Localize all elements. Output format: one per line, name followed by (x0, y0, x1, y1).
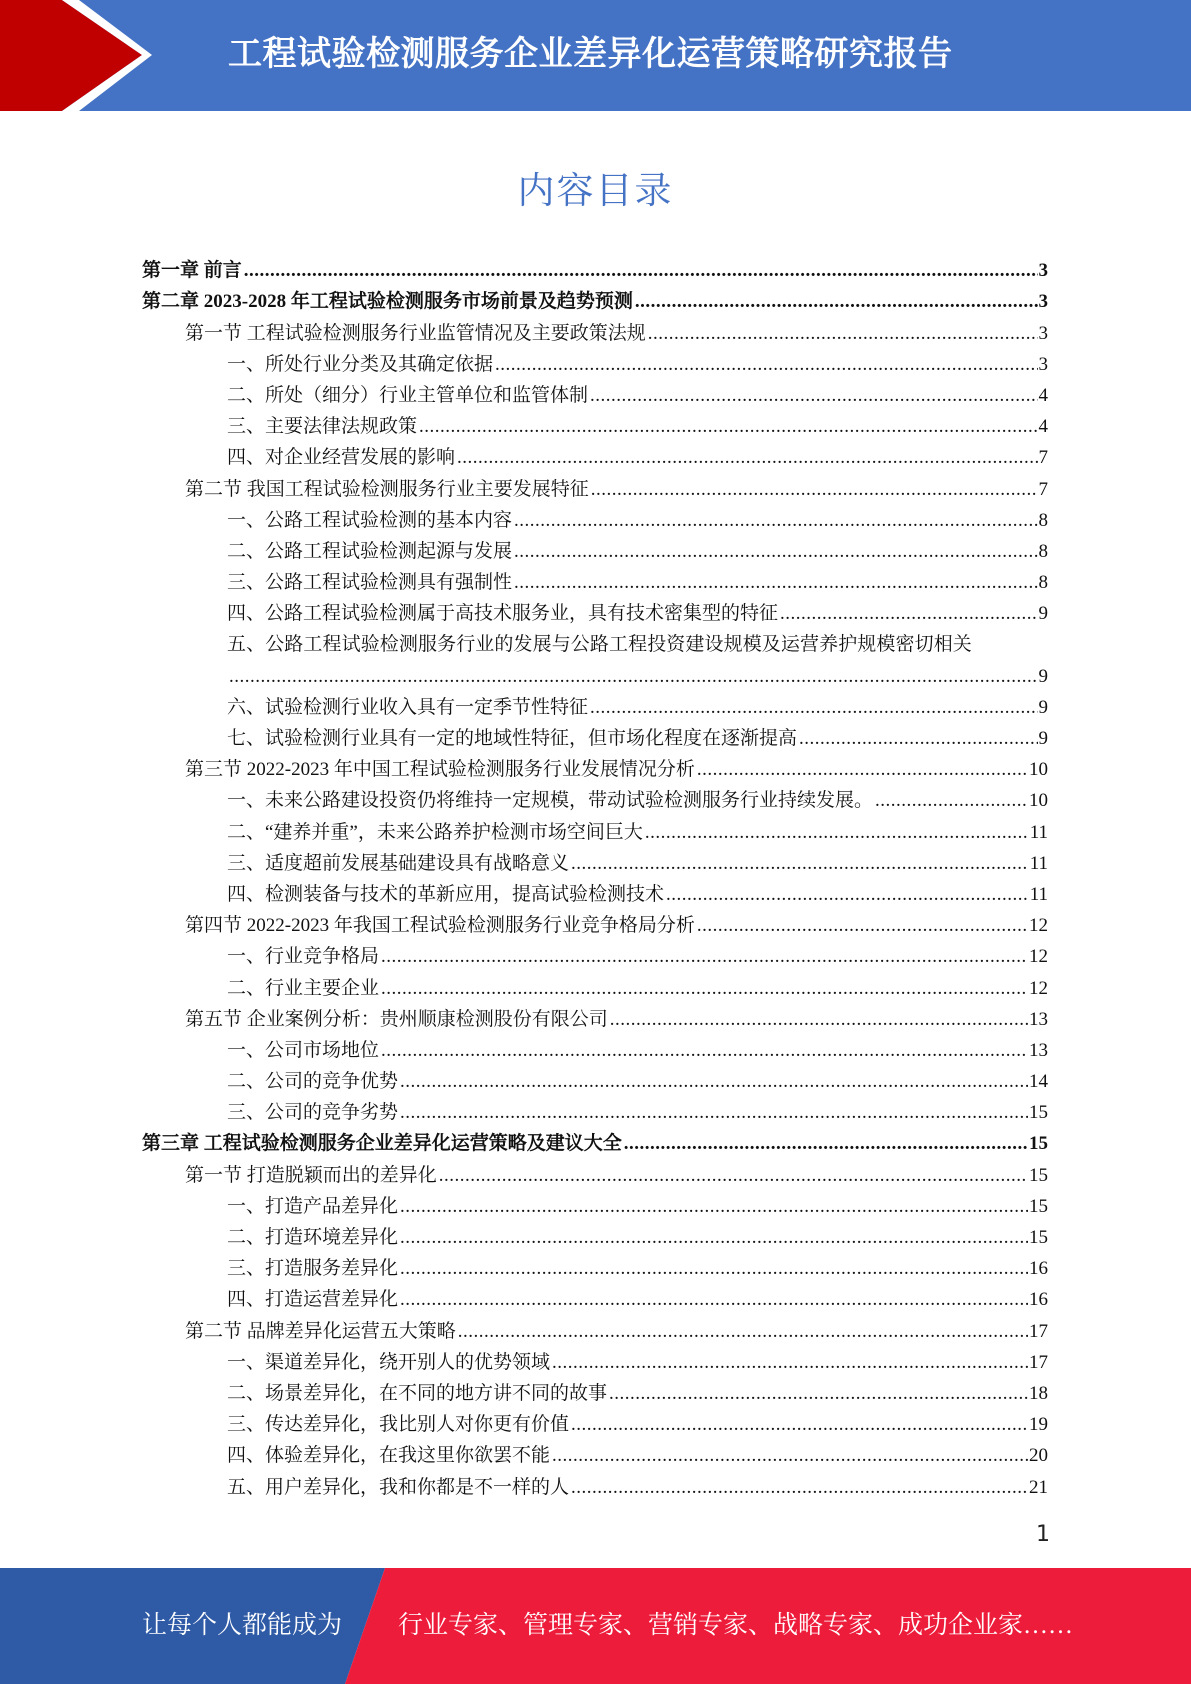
toc-leader-dots (571, 851, 1029, 877)
toc-entry-title: 五、用户差异化，我和你都是不一样的人 (227, 1476, 570, 1498)
toc-entry[interactable] (142, 1126, 1048, 1157)
toc-entry-page: 7 (1038, 478, 1048, 500)
toc-leader-dots (400, 1256, 1028, 1282)
toc-entry-title: 一、未来公路建设投资仍将维持一定规模，带动试验检测服务行业持续发展。 (227, 790, 874, 812)
toc-entry[interactable] (142, 658, 1048, 689)
toc-entry-page: 9 (1038, 665, 1048, 687)
toc-entry-page: 15 (1029, 1227, 1048, 1248)
toc-entry-title: 第一节 打造脱颖而出的差异化 (185, 1164, 437, 1186)
toc-entry-title: 四、体验差异化，在我这里你欲罢不能 (227, 1445, 551, 1467)
toc-entry[interactable] (142, 752, 1048, 783)
toc-entry-page: 15 (1029, 1195, 1048, 1217)
toc-entry-title: 一、渠道差异化，绕开别人的优势领域 (227, 1351, 551, 1373)
toc-entry-page: 3 (1038, 291, 1048, 313)
toc-entry-title: 四、检测装备与技术的革新应用，提高试验检测技术 (227, 883, 665, 905)
toc-entry[interactable] (142, 1282, 1048, 1313)
toc-entry-title: 第二节 品牌差异化运营五大策略 (185, 1320, 456, 1342)
toc-entry[interactable] (142, 1376, 1048, 1407)
toc-entry[interactable] (142, 1438, 1048, 1469)
report-header (0, 0, 1191, 111)
toc-entry[interactable] (142, 1002, 1048, 1033)
toc-entry-page: 11 (1029, 883, 1048, 905)
toc-entry-page: 3 (1038, 322, 1048, 344)
toc-entry-page: 15 (1029, 1133, 1048, 1155)
toc-entry-title: 一、行业竞争格局 (227, 946, 380, 968)
toc-entry-page: 10 (1029, 790, 1048, 812)
toc-leader-dots (457, 445, 1037, 471)
toc-leader-dots (400, 1194, 1028, 1220)
toc-entry-title: 第一节 工程试验检测服务行业监管情况及主要政策法规 (185, 322, 646, 344)
toc-entry-title: 二、行业主要企业 (227, 977, 380, 999)
toc-entry-page: 7 (1038, 447, 1048, 469)
toc-entry[interactable] (142, 877, 1048, 908)
toc-leader-dots (571, 1412, 1028, 1438)
toc-entry-page: 11 (1029, 852, 1048, 874)
toc-leader-dots (552, 1350, 1028, 1376)
toc-entry-title: 第三节 2022-2023 年中国工程试验检测服务行业发展情况分析 (185, 759, 695, 781)
toc-entry[interactable] (142, 721, 1048, 752)
toc-entry-title: 一、打造产品差异化 (227, 1195, 399, 1217)
toc-entry[interactable] (142, 565, 1048, 596)
toc-entry-title: 四、打造运营差异化 (227, 1289, 399, 1311)
toc-entry-title: 第五节 企业案例分析：贵州顺康检测股份有限公司 (185, 1008, 608, 1030)
toc-entry-title: 三、传达差异化，我比别人对你更有价值 (227, 1414, 570, 1436)
toc-entry-page: 9 (1038, 696, 1048, 718)
toc-entry-title: 四、公路工程试验检测属于高技术服务业，具有技术密集型的特征 (227, 603, 779, 625)
toc-entry-title: 三、适度超前发展基础建设具有战略意义 (227, 852, 570, 874)
toc-entry[interactable] (142, 440, 1048, 471)
toc-leader-dots (439, 1163, 1028, 1189)
toc-entry[interactable] (142, 1345, 1048, 1376)
footer-banner (0, 1568, 1191, 1684)
toc-entry[interactable] (142, 534, 1048, 565)
toc-entry-page: 9 (1038, 728, 1048, 749)
toc-entry-title: 二、公路工程试验检测起源与发展 (227, 540, 513, 562)
toc-leader-dots (244, 258, 1038, 284)
toc-entry-title: 三、公路工程试验检测具有强制性 (227, 572, 513, 594)
toc-entry-page: 11 (1029, 821, 1048, 843)
toc-entry[interactable] (142, 970, 1048, 1001)
toc-entry-page: 8 (1038, 509, 1048, 531)
toc-leader-dots (591, 477, 1038, 503)
toc-entry-title: 三、打造服务差异化 (227, 1258, 399, 1280)
toc-entry-title: 四、对企业经营发展的影响 (227, 447, 456, 469)
toc-leader-dots (400, 1225, 1028, 1251)
toc-entry[interactable] (142, 939, 1048, 970)
toc-entry[interactable] (142, 1220, 1048, 1251)
toc-entry[interactable] (142, 908, 1048, 939)
toc-leader-dots (571, 1475, 1028, 1501)
toc-entry-page: 17 (1029, 1320, 1048, 1342)
toc-entry-page: 16 (1029, 1289, 1048, 1311)
toc-entry-page: 8 (1038, 572, 1048, 594)
toc-leader-dots (458, 1319, 1028, 1345)
toc-entry-title: 二、公司的竞争优势 (227, 1071, 399, 1093)
toc-entry-page: 12 (1029, 915, 1048, 937)
toc-entry-page: 15 (1029, 1102, 1048, 1124)
toc-entry-page: 21 (1029, 1476, 1048, 1498)
toc-entry-page: 18 (1029, 1382, 1048, 1404)
toc-leader-dots (648, 321, 1038, 347)
toc-entry-title: 二、所处（细分）行业主管单位和监管体制 (227, 384, 589, 406)
toc-leader-dots (381, 1038, 1028, 1064)
toc-leader-dots (610, 1007, 1028, 1033)
toc-entry[interactable] (142, 1064, 1048, 1095)
toc-entry-title: 七、试验检测行业具有一定的地域性特征，但市场化程度在逐渐提高 (227, 728, 798, 749)
toc-entry-title: 第二章 2023-2028 年工程试验检测服务市场前景及趋势预测 (142, 291, 633, 313)
toc-entry-title: 三、主要法律法规政策 (227, 416, 418, 438)
toc-leader-dots (697, 913, 1028, 939)
toc-entry[interactable] (142, 596, 1048, 627)
toc-entry-page: 3 (1038, 260, 1048, 282)
report-title: 工程试验检测服务企业差异化运营策略研究报告 (228, 34, 953, 74)
toc-leader-dots (400, 1069, 1028, 1095)
toc-leader-dots (635, 289, 1038, 315)
page-number: 1 (1036, 1522, 1050, 1547)
toc-entry-title: 一、公路工程试验检测的基本内容 (227, 509, 513, 531)
toc-leader-dots (514, 570, 1037, 596)
toc-leader-dots (229, 664, 1038, 690)
toc-entry-title: 二、场景差异化，在不同的地方讲不同的故事 (227, 1382, 608, 1404)
toc-leader-dots (780, 601, 1037, 627)
header-chevron-logo (0, 0, 160, 111)
toc-entry[interactable] (142, 783, 1048, 814)
toc-entry-title: 一、所处行业分类及其确定依据 (227, 353, 494, 375)
toc-entry[interactable] (142, 1469, 1048, 1500)
toc-entry-page: 20 (1029, 1445, 1048, 1467)
toc-leader-dots (590, 383, 1037, 409)
toc-entry-page: 4 (1038, 384, 1048, 406)
toc-entry[interactable] (142, 814, 1048, 845)
toc-entry[interactable] (142, 1313, 1048, 1344)
toc-entry-page: 4 (1038, 416, 1048, 438)
toc-leader-dots (552, 1443, 1028, 1469)
toc-entry[interactable] (142, 347, 1048, 378)
footer-slogan-left: 让每个人都能成为 (142, 1612, 343, 1639)
toc-leader-dots (400, 1287, 1028, 1313)
toc-entry-title: 二、打造环境差异化 (227, 1227, 399, 1248)
toc-leader-dots (609, 1381, 1028, 1407)
toc-entry-page: 17 (1029, 1351, 1048, 1373)
toc-leader-dots (514, 508, 1037, 534)
toc-entry[interactable] (142, 1407, 1048, 1438)
toc-entry[interactable] (142, 1189, 1048, 1220)
toc-entry-title: 一、公司市场地位 (227, 1039, 380, 1061)
toc-entry[interactable] (142, 1251, 1048, 1282)
footer-slogan-right: 行业专家、管理专家、营销专家、战略专家、成功企业家…… (398, 1612, 1074, 1639)
toc-entry[interactable] (142, 627, 1048, 658)
toc-entry[interactable] (142, 315, 1048, 346)
toc-leader-dots (381, 976, 1028, 1002)
toc-entry[interactable] (142, 1157, 1048, 1188)
toc-entry[interactable] (142, 284, 1048, 315)
toc-entry-title: 二、“建养并重”，未来公路养护检测市场空间巨大 (227, 821, 643, 843)
toc-entry[interactable] (142, 378, 1048, 409)
toc-leader-dots (624, 1131, 1028, 1157)
toc-entry-page: 13 (1029, 1008, 1048, 1030)
toc-leader-dots (495, 352, 1037, 378)
table-of-contents (142, 253, 1048, 1501)
toc-entry-page: 15 (1029, 1164, 1048, 1186)
toc-entry-title: 第三章 工程试验检测服务企业差异化运营策略及建议大全 (142, 1133, 622, 1155)
toc-entry-page: 12 (1029, 946, 1048, 968)
toc-entry[interactable] (142, 1033, 1048, 1064)
toc-entry-title: 第四节 2022-2023 年我国工程试验检测服务行业竞争格局分析 (185, 915, 695, 937)
toc-entry-page: 8 (1038, 540, 1048, 562)
toc-entry-title: 第一章 前言 (142, 260, 242, 282)
toc-entry-page: 9 (1038, 603, 1048, 625)
toc-entry-page: 19 (1029, 1414, 1048, 1436)
toc-leader-dots (400, 1100, 1028, 1126)
toc-leader-dots (381, 944, 1028, 970)
toc-entry-title: 三、公司的竞争劣势 (227, 1102, 399, 1124)
toc-heading: 内容目录 (517, 169, 674, 212)
toc-entry-page: 12 (1029, 977, 1048, 999)
toc-entry-page: 3 (1038, 353, 1048, 375)
toc-entry[interactable] (142, 690, 1048, 721)
toc-entry[interactable] (142, 409, 1048, 440)
toc-entry[interactable] (142, 846, 1048, 877)
toc-leader-dots (697, 757, 1028, 783)
toc-entry-title: 五、公路工程试验检测服务行业的发展与公路工程投资建设规模及运营养护规模密切相关 (227, 634, 972, 656)
toc-leader-dots (645, 820, 1029, 846)
toc-leader-dots (514, 539, 1037, 565)
toc-leader-dots (799, 726, 1037, 752)
toc-entry-page: 14 (1029, 1071, 1048, 1093)
toc-entry-page: 13 (1029, 1039, 1048, 1061)
toc-entry-page: 16 (1029, 1258, 1048, 1280)
toc-leader-dots (666, 882, 1029, 908)
toc-entry[interactable] (142, 471, 1048, 502)
toc-leader-dots (875, 788, 1028, 814)
toc-entry[interactable] (142, 253, 1048, 284)
toc-leader-dots (590, 695, 1037, 721)
toc-entry-page: 10 (1029, 759, 1048, 781)
toc-entry-title: 六、试验检测行业收入具有一定季节性特征 (227, 696, 589, 718)
toc-leader-dots (419, 414, 1037, 440)
toc-entry[interactable] (142, 1095, 1048, 1126)
toc-entry-title: 第二节 我国工程试验检测服务行业主要发展特征 (185, 478, 589, 500)
toc-entry[interactable] (142, 503, 1048, 534)
